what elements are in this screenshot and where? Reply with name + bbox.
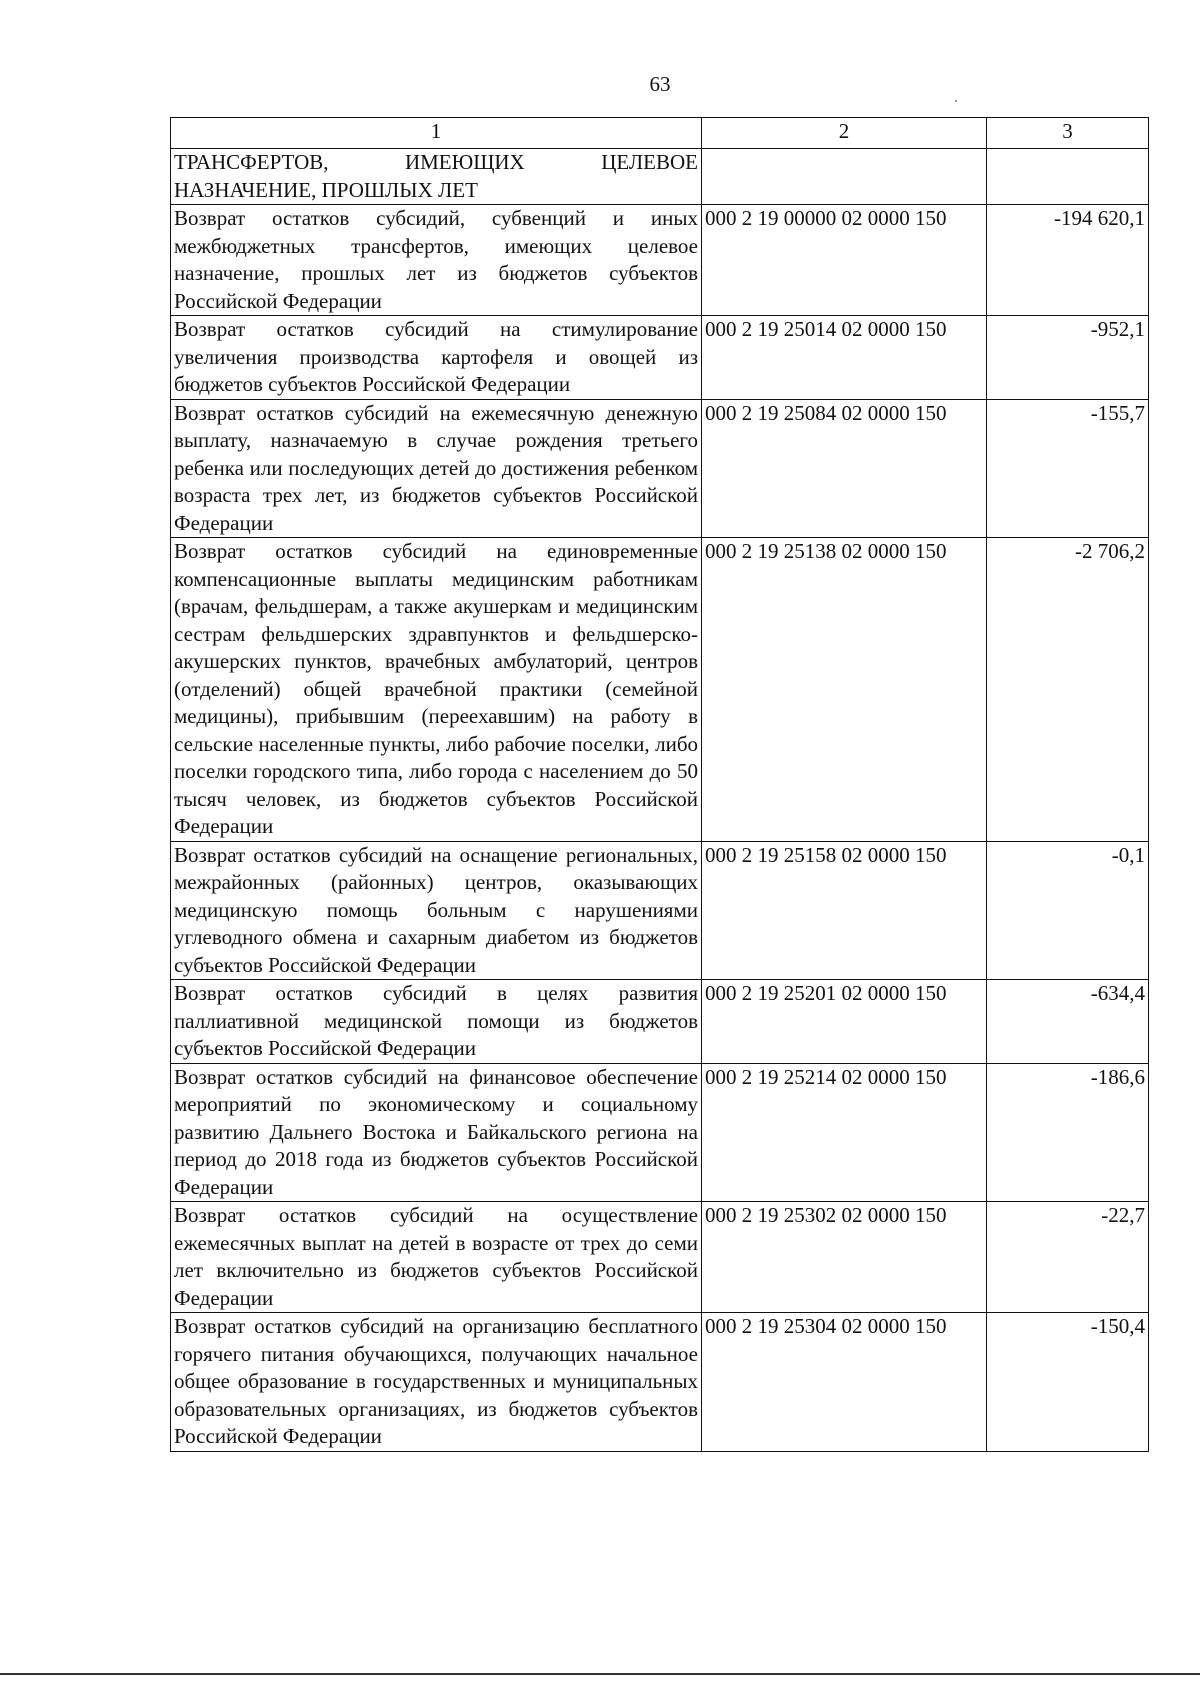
row-name: Возврат остатков субсидий на организацию бесплатного горячего питания обучающихся, получающих начальное общее образование в государственных и муниципальных образовательных организациях, из бюджетов субъектов Российской Федерации: [171, 1313, 702, 1452]
budget-table: [170, 117, 1149, 1452]
row-name: Возврат остатков субсидий в целях развития паллиативной медицинской помощи из бюджетов субъектов Российской Федерации: [171, 980, 702, 1064]
table-header-row: [171, 118, 1149, 149]
row-code: 000 2 19 25201 02 0000 150: [702, 980, 987, 1064]
row-name: Возврат остатков субсидий на оснащение региональных, межрайонных (районных) центров, оказывающих медицинскую помощь больным с нарушениями углеводного обмена и сахарным диабетом из бюджетов субъектов Российской Федерации: [171, 841, 702, 980]
column-header-3: 3: [987, 118, 1149, 149]
table-row: [171, 149, 1149, 205]
table-row: [171, 538, 1149, 842]
table-row: [171, 1313, 1149, 1452]
table-row: [171, 980, 1149, 1064]
row-name: Возврат остатков субсидий на осуществление ежемесячных выплат на детей в возрасте от трех до семи лет включительно из бюджетов субъектов Российской Федерации: [171, 1202, 702, 1313]
table-row: [171, 399, 1149, 538]
scan-speck: [955, 100, 957, 102]
row-code: 000 2 19 25084 02 0000 150: [702, 399, 987, 538]
table-row: [171, 1202, 1149, 1313]
row-name: Возврат остатков субсидий на ежемесячную денежную выплату, назначаемую в случае рождения третьего ребенка или последующих детей до достижения ребенком возраста трех лет, из бюджетов субъектов Российской Федерации: [171, 399, 702, 538]
page-number: 63: [649, 72, 671, 96]
column-header-1: 1: [171, 118, 702, 149]
row-name: Возврат остатков субсидий, субвенций и иных межбюджетных трансфертов, имеющих целевое назначение, прошлых лет из бюджетов субъектов Российской Федерации: [171, 205, 702, 316]
empty-code-cell: [702, 149, 987, 205]
table-row: [171, 316, 1149, 400]
row-amount: -194 620,1: [987, 205, 1149, 316]
row-amount: -2 706,2: [987, 538, 1149, 842]
bottom-rule: [0, 1673, 1200, 1675]
row-code: 000 2 19 25138 02 0000 150: [702, 538, 987, 842]
row-code: 000 2 19 25304 02 0000 150: [702, 1313, 987, 1452]
row-amount: -634,4: [987, 980, 1149, 1064]
row-amount: -186,6: [987, 1063, 1149, 1202]
table-row: [171, 841, 1149, 980]
row-amount: -22,7: [987, 1202, 1149, 1313]
row-name: Возврат остатков субсидий на финансовое обеспечение мероприятий по экономическому и социальному развитию Дальнего Востока и Байкальского региона на период до 2018 года из бюджетов субъектов Российской Федерации: [171, 1063, 702, 1202]
table-row: [171, 205, 1149, 316]
row-amount: -155,7: [987, 399, 1149, 538]
row-code: 000 2 19 25302 02 0000 150: [702, 1202, 987, 1313]
column-header-2: 2: [702, 118, 987, 149]
row-amount: -952,1: [987, 316, 1149, 400]
row-code: 000 2 19 25214 02 0000 150: [702, 1063, 987, 1202]
row-amount: -0,1: [987, 841, 1149, 980]
empty-amount-cell: [987, 149, 1149, 205]
table-row: [171, 1063, 1149, 1202]
row-code: 000 2 19 25014 02 0000 150: [702, 316, 987, 400]
continued-text: ТРАНСФЕРТОВ, ИМЕЮЩИХ ЦЕЛЕВОЕ НАЗНАЧЕНИЕ, ПРОШЛЫХ ЛЕТ: [171, 149, 702, 205]
row-name: Возврат остатков субсидий на стимулирование увеличения производства картофеля и овощей из бюджетов субъектов Российской Федерации: [171, 316, 702, 400]
row-amount: -150,4: [987, 1313, 1149, 1452]
row-code: 000 2 19 00000 02 0000 150: [702, 205, 987, 316]
row-name: Возврат остатков субсидий на единовременные компенсационные выплаты медицинским работникам (врачам, фельдшерам, а также акушеркам и медицинским сестрам фельдшерских здравпунктов и фельдшерско-акушерских пунктов, врачебных амбулаторий, центров (отделений) общей врачебной практики (семейной медицины), прибывшим (переехавшим) на работу в сельские населенные пункты, либо рабочие поселки, либо поселки городского типа, либо города с населением до 50 тысяч человек, из бюджетов субъектов Российской Федерации: [171, 538, 702, 842]
row-code: 000 2 19 25158 02 0000 150: [702, 841, 987, 980]
